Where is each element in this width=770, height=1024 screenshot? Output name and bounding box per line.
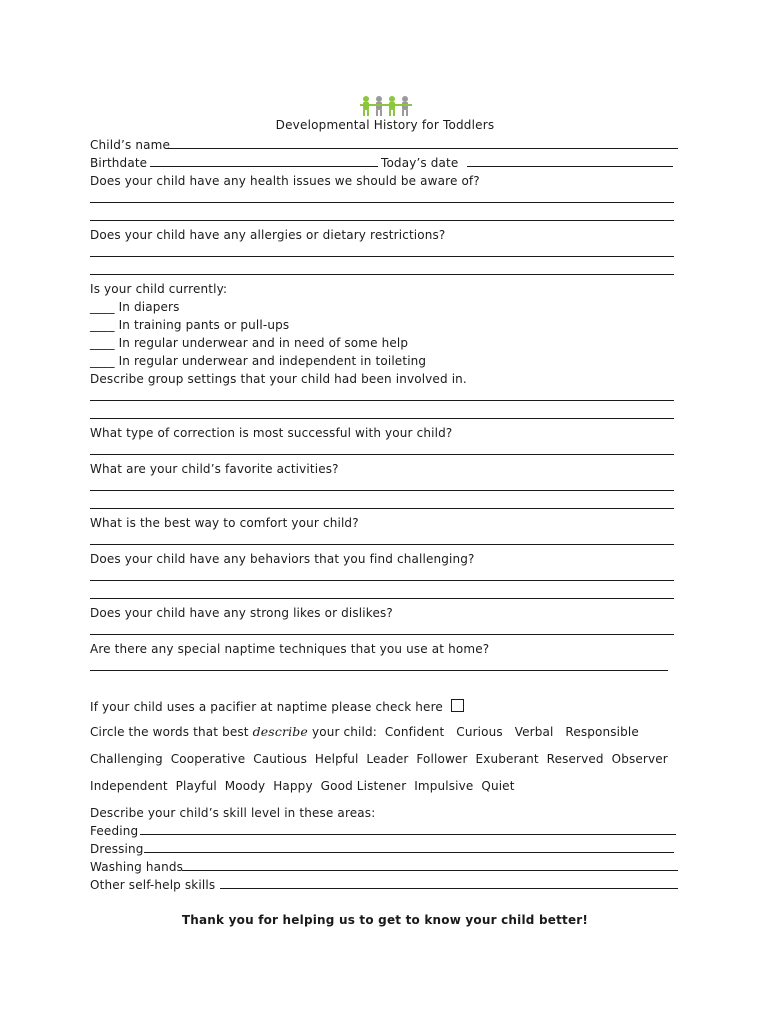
likes-question: Does your child have any strong likes or dislikes?: [90, 606, 393, 620]
skill-feeding-field[interactable]: [140, 834, 676, 835]
birthdate-label: Birthdate: [90, 156, 152, 170]
children-holding-hands-icon: [360, 95, 412, 117]
todays-date-label: Today’s date: [381, 156, 463, 170]
thank-you-note: Thank you for helping us to get to know your child better!: [181, 913, 589, 927]
toileting-question: Is your child currently:: [90, 282, 228, 296]
option-diapers[interactable]: ____ In diapers: [90, 300, 180, 314]
allergies-question: Does your child have any allergies or dietary restrictions?: [90, 228, 446, 242]
activities-question: What are your child’s favorite activities?: [90, 462, 339, 476]
circle-words-prefix: Circle the words that best: [90, 725, 253, 739]
allergies-answer-line[interactable]: [90, 274, 674, 275]
activities-answer-line[interactable]: [90, 490, 674, 491]
form-title: Developmental History for Toddlers: [275, 118, 495, 132]
circle-words-row: [90, 724, 639, 740]
correction-question: What type of correction is most successful with your child?: [90, 426, 453, 440]
circle-words-describe: describe: [252, 724, 308, 739]
behaviors-question: Does your child have any behaviors that you find challenging?: [90, 552, 475, 566]
naptime-question: Are there any special naptime techniques that you use at home?: [90, 642, 490, 656]
correction-answer-line[interactable]: [90, 454, 674, 455]
birthdate-field[interactable]: [150, 166, 378, 167]
skill-other-label: Other self-help skills: [90, 878, 220, 892]
behaviors-answer-line[interactable]: [90, 580, 674, 581]
circle-words-second-row[interactable]: Challenging Cooperative Cautious Helpful Leader Follower Exuberant Reserved Observer: [90, 752, 668, 766]
activities-answer-line[interactable]: [90, 508, 674, 509]
health-answer-line[interactable]: [90, 202, 674, 203]
skill-dressing-label: Dressing: [90, 842, 148, 856]
option-training-pants[interactable]: ____ In training pants or pull-ups: [90, 318, 290, 332]
naptime-answer-line[interactable]: [90, 670, 668, 671]
group-settings-answer-line[interactable]: [90, 400, 674, 401]
group-settings-question: Describe group settings that your child had been involved in.: [90, 372, 467, 386]
pacifier-label: If your child uses a pacifier at naptime please check here: [90, 700, 443, 714]
likes-answer-line[interactable]: [90, 634, 674, 635]
health-question: Does your child have any health issues we should be aware of?: [90, 174, 480, 188]
todays-date-field[interactable]: [467, 166, 673, 167]
option-underwear-help[interactable]: ____ In regular underwear and in need of some help: [90, 336, 409, 350]
skill-washing-label: Washing hands: [90, 860, 188, 874]
childs-name-field[interactable]: [166, 148, 678, 149]
pacifier-checkbox[interactable]: [451, 699, 464, 712]
circle-words-first-row[interactable]: your child: Confident Curious Verbal Responsible: [307, 725, 639, 739]
pacifier-row: [90, 699, 464, 715]
health-answer-line[interactable]: [90, 220, 674, 221]
skill-washing-field[interactable]: [182, 870, 678, 871]
skill-other-field[interactable]: [220, 888, 678, 889]
allergies-answer-line[interactable]: [90, 256, 674, 257]
behaviors-answer-line[interactable]: [90, 598, 674, 599]
option-underwear-independent[interactable]: ____ In regular underwear and independent in toileting: [90, 354, 427, 368]
circle-words-third-row[interactable]: Independent Playful Moody Happy Good Listener Impulsive Quiet: [90, 779, 515, 793]
skills-question: Describe your child’s skill level in these areas:: [90, 806, 376, 820]
childs-name-label: Child’s name: [90, 138, 174, 152]
group-settings-answer-line[interactable]: [90, 418, 674, 419]
comfort-answer-line[interactable]: [90, 544, 674, 545]
skill-feeding-label: Feeding: [90, 824, 143, 838]
skill-dressing-field[interactable]: [144, 852, 674, 853]
comfort-question: What is the best way to comfort your child?: [90, 516, 359, 530]
